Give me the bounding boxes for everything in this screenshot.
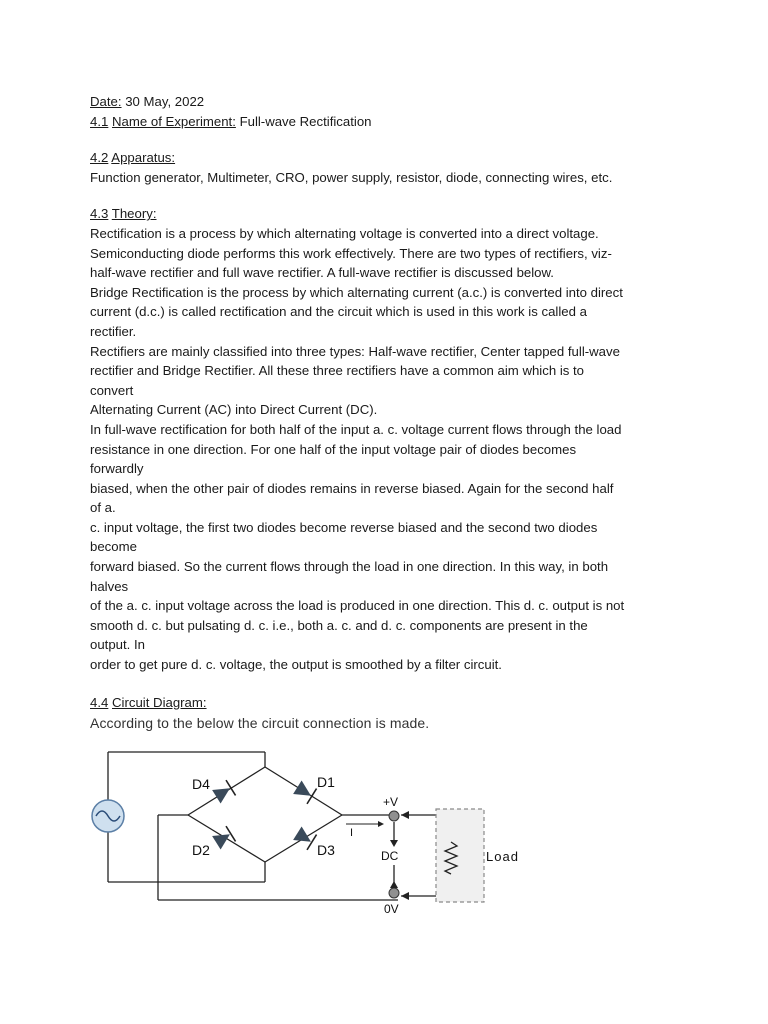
bridge-rectifier-diagram (88, 742, 528, 922)
date-label: Date: (90, 94, 122, 109)
theory-line: biased, when the other pair of diodes remains in reverse biased. Again for the second half (90, 480, 614, 496)
apparatus-label: Apparatus: (111, 150, 176, 166)
theory-line: Semiconducting diode performs this work effectively. There are two types of rectifiers, viz- (90, 245, 612, 261)
experiment-name-label: Name of Experiment: (112, 113, 236, 129)
section-number: 4.3 (90, 206, 109, 222)
circuit-lead-text: According to the below the circuit connection is made. (90, 715, 430, 732)
arrow-down-icon (390, 881, 398, 888)
diode-d3-icon (293, 826, 317, 850)
arrow-left-icon (401, 892, 409, 900)
label-current: I (350, 827, 354, 839)
circuit-label: Circuit Diagram: (112, 694, 207, 710)
label-d1: D1 (317, 774, 335, 790)
theory-line: rectifier and Bridge Rectifier. All these three rectifiers have a common aim which is to (90, 363, 585, 379)
label-zero-v: 0V (384, 902, 399, 916)
section-number: 4.2 (90, 150, 109, 166)
diode-d2-icon (212, 826, 236, 850)
date-value: 30 May, 2022 (125, 94, 205, 109)
theory-line: of a. (90, 500, 116, 516)
experiment-name-value: Full-wave Rectification (239, 113, 372, 129)
label-load: Load (486, 849, 519, 864)
circuit-heading (90, 693, 690, 713)
document-body (90, 92, 690, 734)
date-line (90, 92, 690, 112)
section-number: 4.1 (90, 113, 109, 129)
arrow-down-icon (390, 840, 398, 847)
label-d2: D2 (192, 842, 210, 858)
theory-line: Rectification is a process by which alternating voltage is converted into a direct voltage. (90, 225, 599, 241)
diode-d1-icon (293, 780, 317, 804)
theory-label: Theory: (111, 206, 157, 222)
theory-line: In full-wave rectification for both half of the input a. c. voltage current flows through the load (90, 421, 622, 437)
load-box (436, 809, 484, 902)
theory-line: forwardly (90, 461, 144, 477)
experiment-name-line (90, 112, 690, 132)
theory-paragraph (90, 224, 690, 675)
theory-line: current (d.c.) is called rectification and the circuit which is used in this work is called a (90, 304, 587, 320)
theory-line: resistance in one direction. For one half of the input voltage pair of diodes becomes (90, 441, 577, 457)
ground-terminal-icon (389, 888, 399, 898)
theory-line: output. In (90, 637, 145, 653)
apparatus-heading (90, 148, 690, 168)
theory-line: Bridge Rectification is the process by which alternating current (a.c.) is converted into direct (90, 284, 623, 300)
diode-d4-icon (212, 780, 236, 804)
theory-line: halves (90, 578, 129, 594)
section-number: 4.4 (90, 694, 109, 710)
theory-line: convert (90, 382, 134, 398)
theory-line: rectifier. (90, 323, 137, 339)
arrow-left-icon (401, 811, 409, 819)
apparatus-text: Function generator, Multimeter, CRO, power supply, resistor, diode, connecting wires, etc. (90, 169, 613, 185)
theory-line: become (90, 539, 137, 555)
theory-line: Alternating Current (AC) into Direct Current (DC). (90, 402, 378, 418)
theory-line: order to get pure d. c. voltage, the output is smoothed by a filter circuit. (90, 657, 502, 673)
theory-line: of the a. c. input voltage across the load is produced in one direction. This d. c. output is not (90, 598, 625, 614)
label-dc: DC (381, 849, 399, 863)
theory-line: c. input voltage, the first two diodes become reverse biased and the second two diodes (90, 519, 598, 535)
theory-heading (90, 204, 690, 224)
theory-line: half-wave rectifier and full wave rectifier. A full-wave rectifier is discussed below. (90, 265, 554, 281)
theory-line: smooth d. c. but pulsating d. c. i.e., both a. c. and d. c. components are present in the (90, 617, 588, 633)
theory-line: forward biased. So the current flows through the load in one direction. In this way, in both (90, 559, 609, 575)
positive-terminal-icon (389, 811, 399, 821)
label-d3: D3 (317, 842, 335, 858)
label-d4: D4 (192, 776, 210, 792)
theory-line: Rectifiers are mainly classified into three types: Half-wave rectifier, Center tapped full-wave (90, 343, 620, 359)
label-plus-v: +V (383, 795, 399, 809)
